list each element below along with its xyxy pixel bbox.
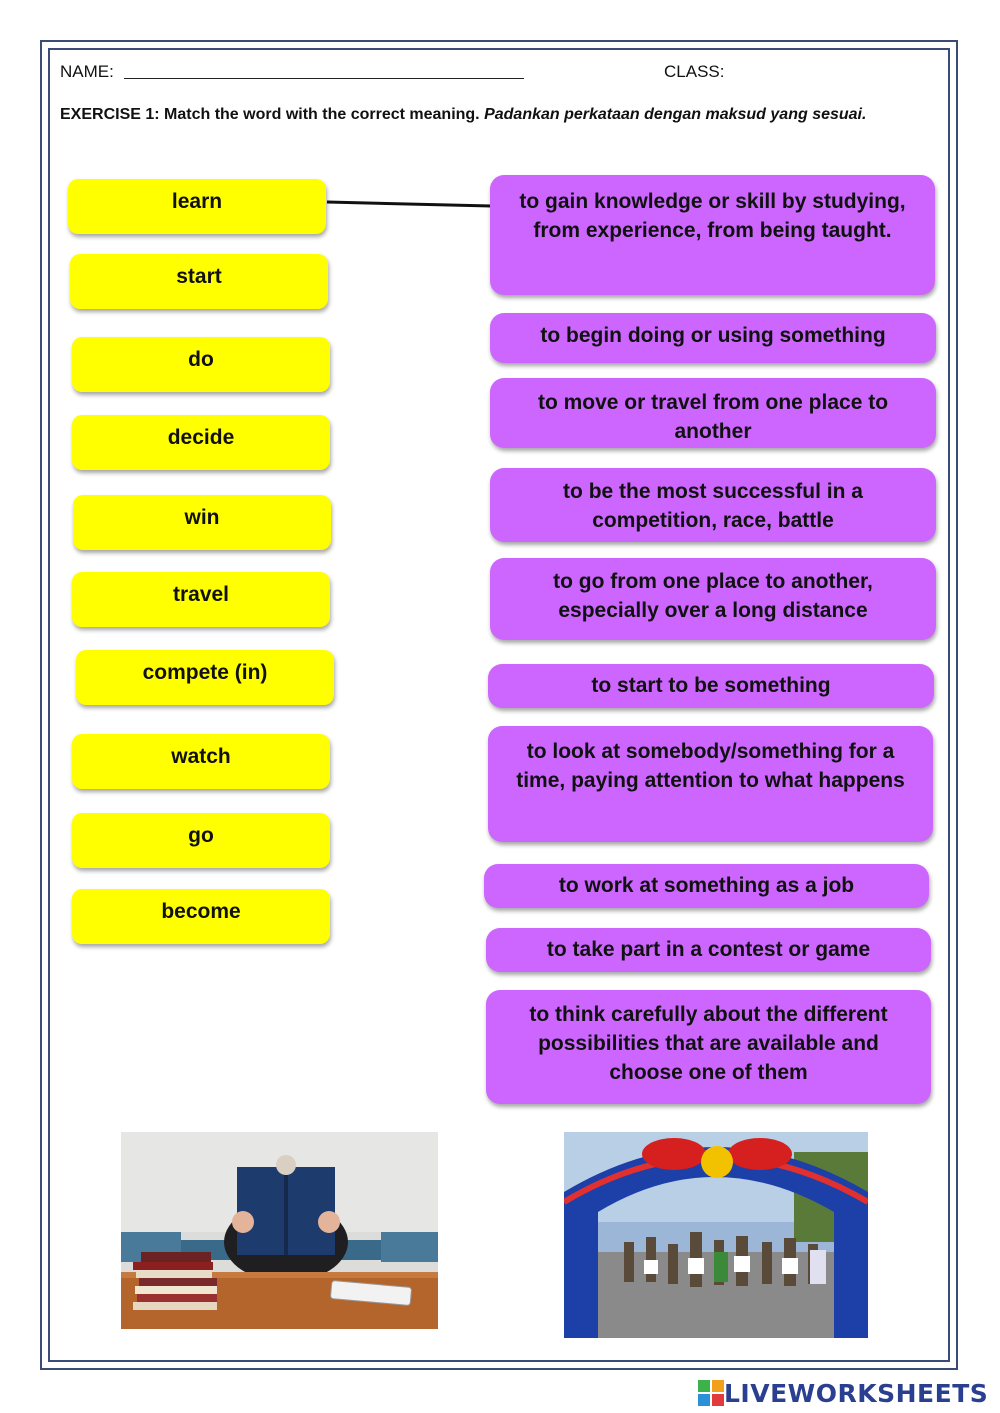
liveworksheets-logo <box>698 1378 988 1408</box>
name-label: NAME: <box>60 62 114 81</box>
word-watch[interactable]: watch <box>72 734 330 789</box>
word-travel[interactable]: travel <box>72 572 330 627</box>
meaning-box[interactable]: to be the most successful in a competition, race, battle <box>490 468 936 542</box>
word-go[interactable]: go <box>72 813 330 868</box>
word-win[interactable]: win <box>73 495 331 550</box>
reading-photo <box>121 1132 438 1329</box>
meaning-box[interactable]: to begin doing or using something <box>490 313 936 363</box>
meaning-box[interactable]: to start to be something <box>488 664 934 708</box>
instruction-english: EXERCISE 1: Match the word with the correct meaning. <box>60 106 480 123</box>
meaning-box[interactable]: to gain knowledge or skill by studying, from experience, from being taught. <box>490 175 935 295</box>
meaning-box[interactable]: to go from one place to another, especially over a long distance <box>490 558 936 640</box>
instruction-malay: Padankan perkataan dengan maksud yang sesuai. <box>484 106 867 123</box>
meaning-box[interactable]: to think carefully about the different possibilities that are available and choose one of them <box>486 990 931 1104</box>
meaning-box[interactable]: to take part in a contest or game <box>486 928 931 972</box>
word-learn[interactable]: learn <box>68 179 326 234</box>
word-compete-in[interactable]: compete (in) <box>76 650 334 705</box>
meaning-box[interactable]: to work at something as a job <box>484 864 929 908</box>
class-label: CLASS: <box>664 62 725 81</box>
word-become[interactable]: become <box>72 889 330 944</box>
word-start[interactable]: start <box>70 254 328 309</box>
marathon-photo <box>564 1132 868 1338</box>
logo-text: LIVEWORKSHEETS <box>724 1378 989 1408</box>
word-do[interactable]: do <box>72 337 330 392</box>
meaning-box[interactable]: to move or travel from one place to another <box>490 378 936 448</box>
word-decide[interactable]: decide <box>72 415 330 470</box>
logo-icon <box>698 1380 724 1406</box>
meaning-box[interactable]: to look at somebody/something for a time, paying attention to what happens <box>488 726 933 842</box>
